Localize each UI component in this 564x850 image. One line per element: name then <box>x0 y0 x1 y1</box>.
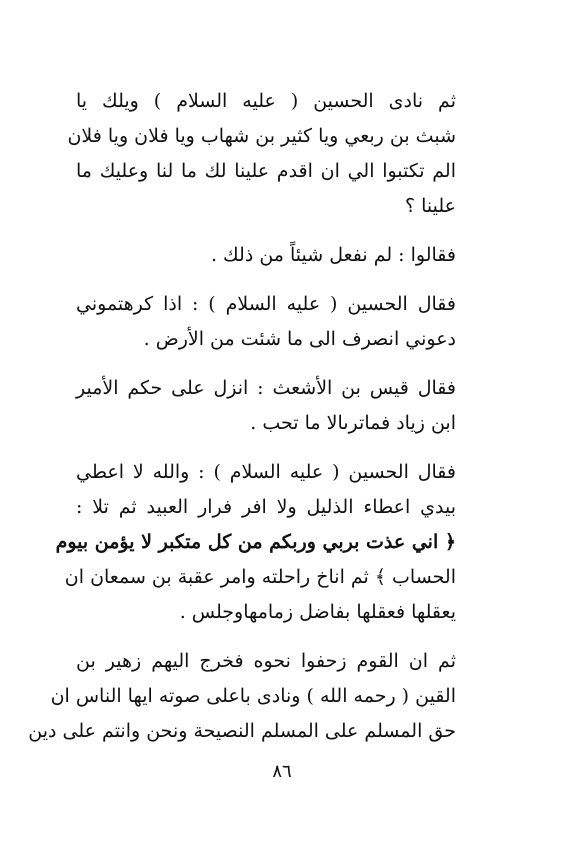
text-line: دعوني انصرف الى ما شئت من الأرض . <box>143 328 456 350</box>
text-line: شبث بن ربعي ويا كثير بن شهاب ويا فلان ويا فلان <box>67 125 456 147</box>
paragraph <box>76 238 456 273</box>
page-number: ٨٦ <box>272 761 292 782</box>
body-text <box>28 84 456 763</box>
text-line: حق المسلم على المسلم النصيحة ونحن وانتم على دين <box>28 720 456 742</box>
text-line: فقال قيس بن الأشعث : انزل على حكم الأمير <box>76 377 456 399</box>
paragraph <box>76 371 456 441</box>
paragraph <box>55 455 456 630</box>
paragraph <box>28 644 456 749</box>
text-line: علينا ؟ <box>404 195 456 217</box>
text-line: بيدي اعطاء الذليل ولا افر فرار العبيد ثم تلا : <box>76 496 456 518</box>
paragraph <box>76 287 456 357</box>
text-line: فقال الحسين ( عليه السلام ) : اذا كرهتموني <box>76 293 456 315</box>
text-line: القين ( رحمه الله ) ونادى باعلى صوته ايها الناس ان <box>50 685 456 707</box>
text-line: ثم نادى الحسين ( عليه السلام ) ويلك يا <box>76 90 456 112</box>
paragraph <box>67 84 456 224</box>
text-line: يعقلها فعقلها بفاضل زمامهاوجلس . <box>179 601 456 623</box>
quran-verse-line: ﴿ اني عذت بربي وربكم من كل متكبر لا يؤمن بيوم <box>55 531 456 553</box>
text-line: فقال الحسين ( عليه السلام ) : والله لا اعطي <box>76 461 456 483</box>
text-line: الم تكتبوا الي ان اقدم علينا لك ما لنا وعليك ما <box>76 160 456 182</box>
text-line: ثم ان القوم زحفوا نحوه فخرج اليهم زهير بن <box>76 650 456 672</box>
text-line: الحساب ﴾ ثم اناخ راحلته وامر عقبة بن سمعان ان <box>64 566 456 588</box>
text-line: ابن زياد فماترىالا ما تحب . <box>250 412 456 434</box>
text-line: فقالوا : لم نفعل شيئاً من ذلك . <box>210 244 456 266</box>
